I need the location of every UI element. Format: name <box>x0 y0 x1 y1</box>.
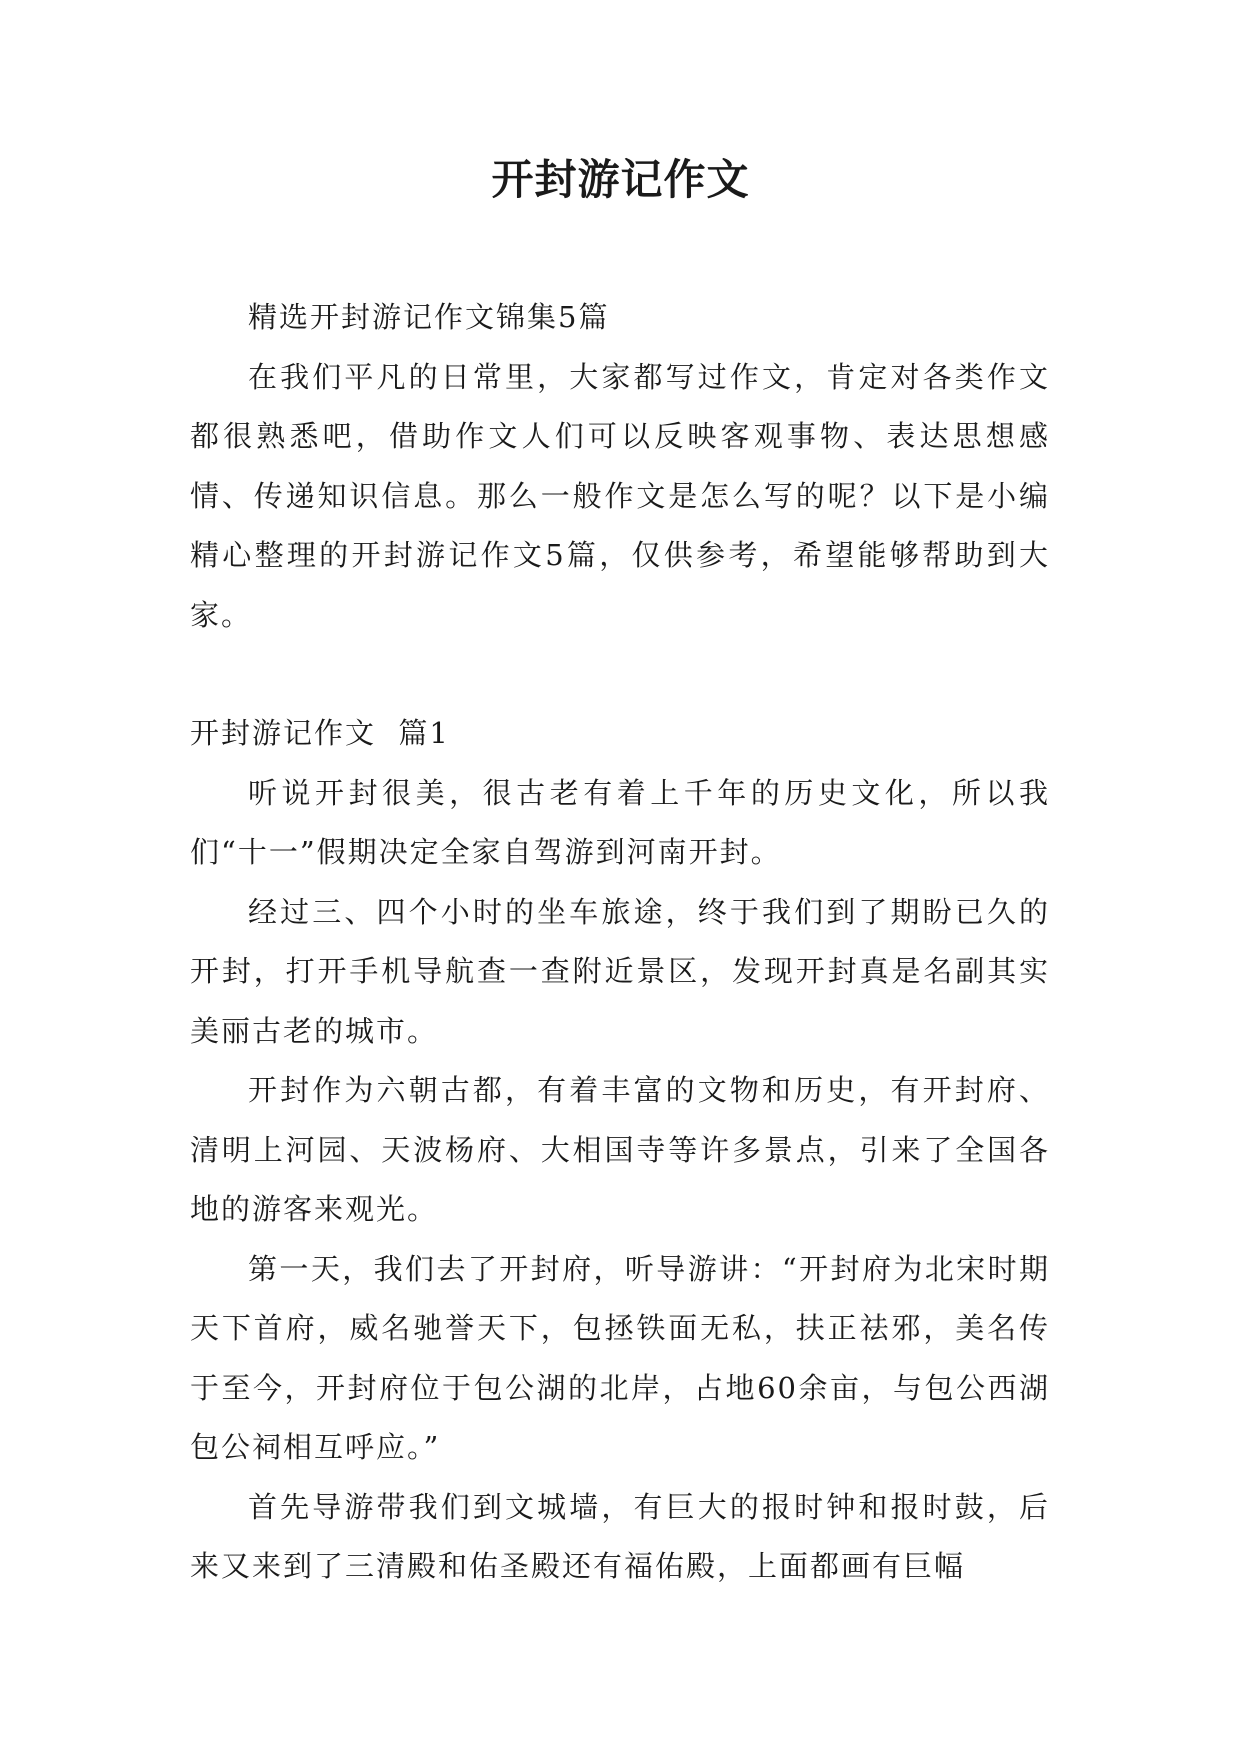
body-paragraph: 经过三、四个小时的坐车旅途，终于我们到了期盼已久的开封，打开手机导航查一查附近景区，发现开封真是名副其实美丽古老的城市。 <box>190 894 1050 1048</box>
body-paragraph: 开封作为六朝古都，有着丰富的文物和历史，有开封府、清明上河园、天波杨府、大相国寺等许多景点，引来了全国各地的游客来观光。 <box>190 1073 1050 1226</box>
intro-line: 精选开封游记作文锦集5篇 <box>248 300 610 334</box>
document-title: 开封游记作文 <box>491 155 750 204</box>
body-paragraph: 首先导游带我们到文城墙，有巨大的报时钟和报时鼓，后来又来到了三清殿和佑圣殿还有福佑殿，上面都画有巨幅 <box>190 1489 1050 1583</box>
document-body <box>190 288 1050 1597</box>
section-gap <box>190 645 1050 704</box>
intro-paragraph: 在我们平凡的日常里，大家都写过作文，肯定对各类作文都很熟悉吧，借助作文人们可以反映客观事物、表达思想感情、传递知识信息。那么一般作文是怎么写的呢？以下是小编精心整理的开封游记作文5篇，仅供参考，希望能够帮助到大家。 <box>190 359 1050 632</box>
body-paragraph: 听说开封很美，很古老有着上千年的历史文化，所以我们“十一”假期决定全家自驾游到河南开封。 <box>190 775 1050 869</box>
body-paragraph: 第一天，我们去了开封府，听导游讲：“开封府为北宋时期天下首府，威名驰誉天下，包拯铁面无私，扶正祛邪，美名传于至今，开封府位于包公湖的北岸，占地60余亩，与包公西湖包公祠相互呼应。” <box>190 1251 1050 1464</box>
section-heading: 开封游记作文 篇1 <box>190 716 450 750</box>
